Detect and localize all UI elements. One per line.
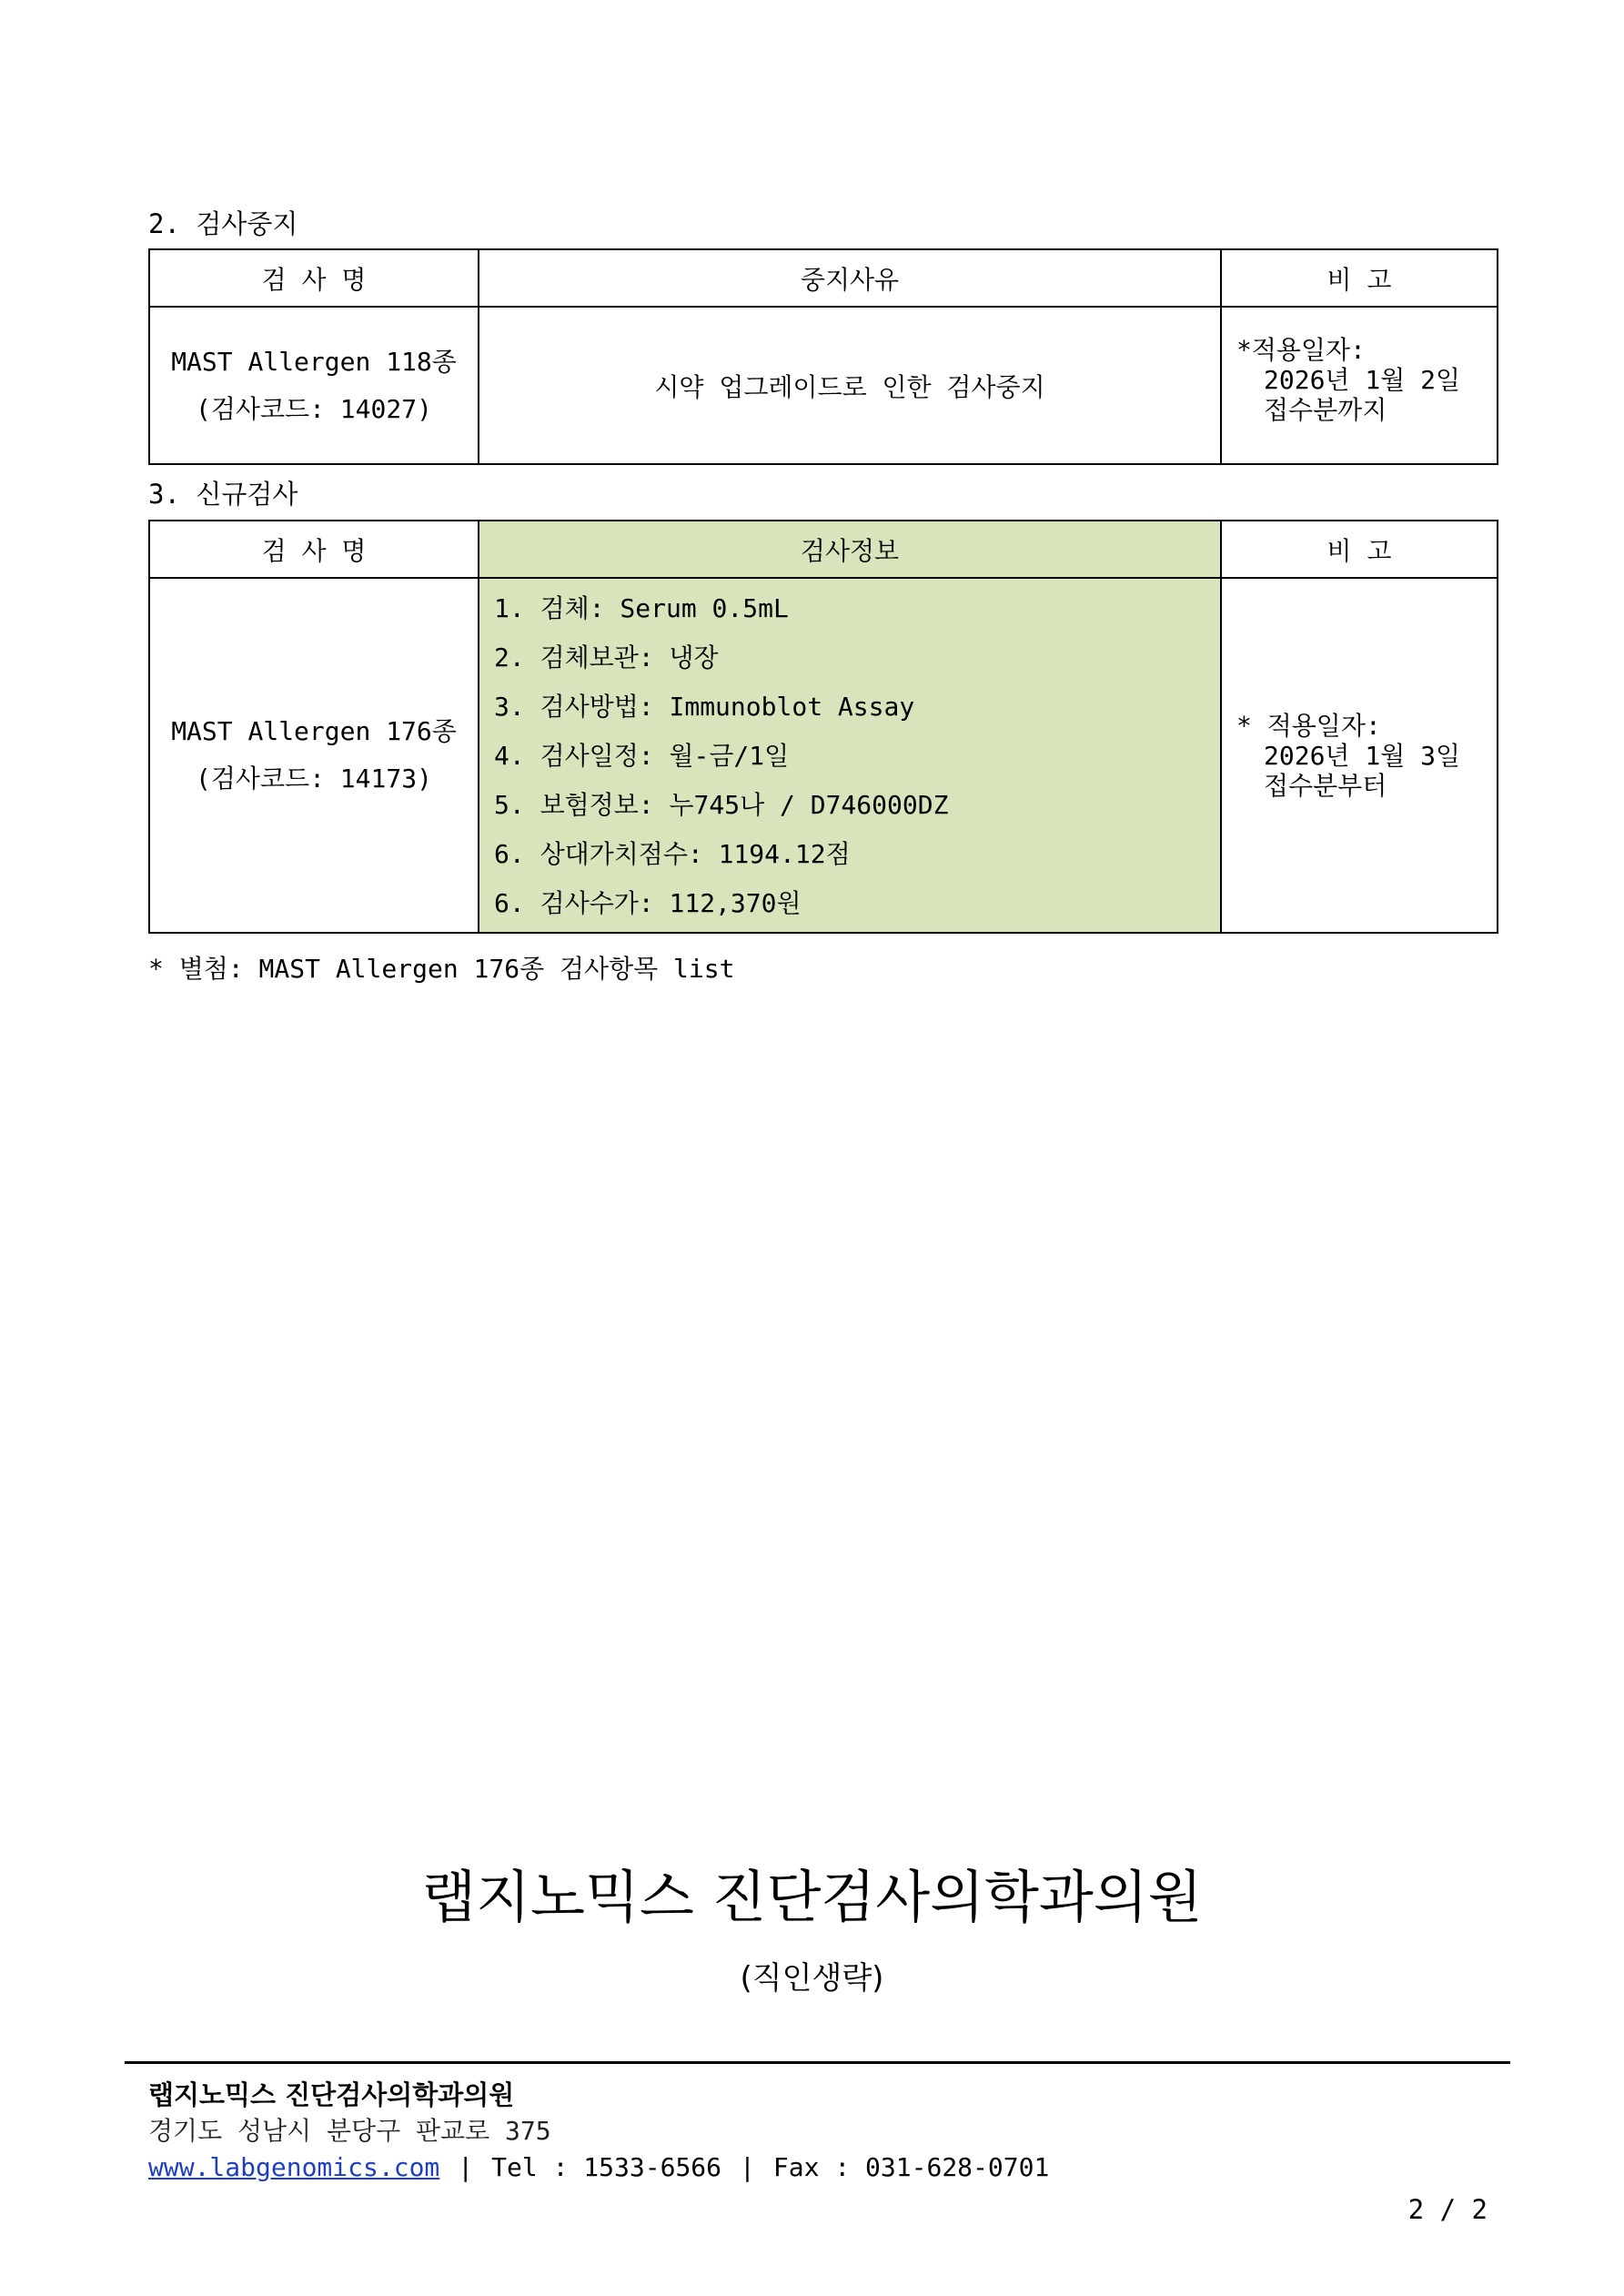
- table-header-row: [149, 249, 1498, 307]
- section-2-title: 2. 검사중지: [148, 208, 298, 239]
- list-item: 4. 검사일정: 월-금/1일: [494, 741, 790, 771]
- list-item: 5. 보험정보: 누745나 / D746000DZ: [494, 790, 949, 820]
- attachment-note: * 별첨: MAST Allergen 176종 검사항목 list: [148, 954, 735, 984]
- table-row: [149, 578, 1498, 933]
- effective-date-label: * 적용일자:: [1236, 710, 1381, 741]
- header-test-name: 검 사 명: [149, 521, 479, 578]
- effective-date-label: *적용일자:: [1236, 335, 1366, 365]
- suspension-reason: 시약 업그레이드로 인한 검사중지: [479, 307, 1221, 464]
- footer-contact: [148, 2149, 1049, 2186]
- remarks-cell: [1221, 578, 1498, 933]
- table-header-row: [149, 521, 1498, 578]
- footer-divider: [125, 2061, 1510, 2064]
- new-tests-table: [148, 520, 1498, 934]
- list-item: 6. 검사수가: 112,370원: [494, 888, 802, 918]
- header-remarks: 비 고: [1221, 521, 1498, 578]
- list-item: 3. 검사방법: Immunoblot Assay: [494, 692, 915, 722]
- test-name: MAST Allergen 176종: [171, 716, 457, 746]
- issuer-name: 랩지노믹스 진단검사의학과의원: [421, 1864, 1203, 1930]
- remarks-cell: [1221, 307, 1498, 464]
- website-link[interactable]: www.labgenomics.com: [148, 2152, 440, 2182]
- header-test-name: 검 사 명: [149, 249, 479, 307]
- test-info-cell: [479, 578, 1221, 933]
- list-item: 2. 검체보관: 냉장: [494, 642, 719, 673]
- page-number: 2 / 2: [1407, 2194, 1488, 2225]
- list-item: 1. 검체: Serum 0.5mL: [494, 593, 789, 623]
- footer-tel: Tel : 1533-6566: [491, 2152, 722, 2182]
- header-test-info: 검사정보: [479, 521, 1221, 578]
- footer: [148, 2077, 1049, 2186]
- footer-fax: Fax : 031-628-0701: [772, 2152, 1050, 2182]
- effective-date: 2026년 1월 3일: [1264, 740, 1461, 771]
- seal-omitted-note: (직인생략): [740, 1960, 884, 1997]
- header-reason: 중지사유: [479, 249, 1221, 307]
- test-name: MAST Allergen 118종: [171, 346, 457, 377]
- header-remarks: 비 고: [1221, 249, 1498, 307]
- effective-scope: 접수분까지: [1264, 395, 1387, 425]
- test-code: (검사코드: 14027): [196, 393, 432, 424]
- test-code: (검사코드: 14173): [196, 764, 432, 794]
- footer-separator: |: [740, 2152, 755, 2182]
- footer-org-name: 랩지노믹스 진단검사의학과의원: [148, 2079, 515, 2110]
- effective-date: 2026년 1월 2일: [1264, 365, 1461, 395]
- test-name-cell: [149, 307, 479, 464]
- test-name-cell: [149, 578, 479, 933]
- footer-address: 경기도 성남시 분당구 판교로 375: [148, 2116, 551, 2146]
- section-3-title: 3. 신규검사: [148, 479, 298, 510]
- list-item: 6. 상대가치점수: 1194.12점: [494, 839, 851, 869]
- suspended-tests-table: [148, 248, 1498, 465]
- footer-separator: |: [458, 2152, 474, 2182]
- test-info-list: [479, 579, 1220, 932]
- effective-scope: 접수분부터: [1264, 770, 1387, 801]
- table-row: [149, 307, 1498, 464]
